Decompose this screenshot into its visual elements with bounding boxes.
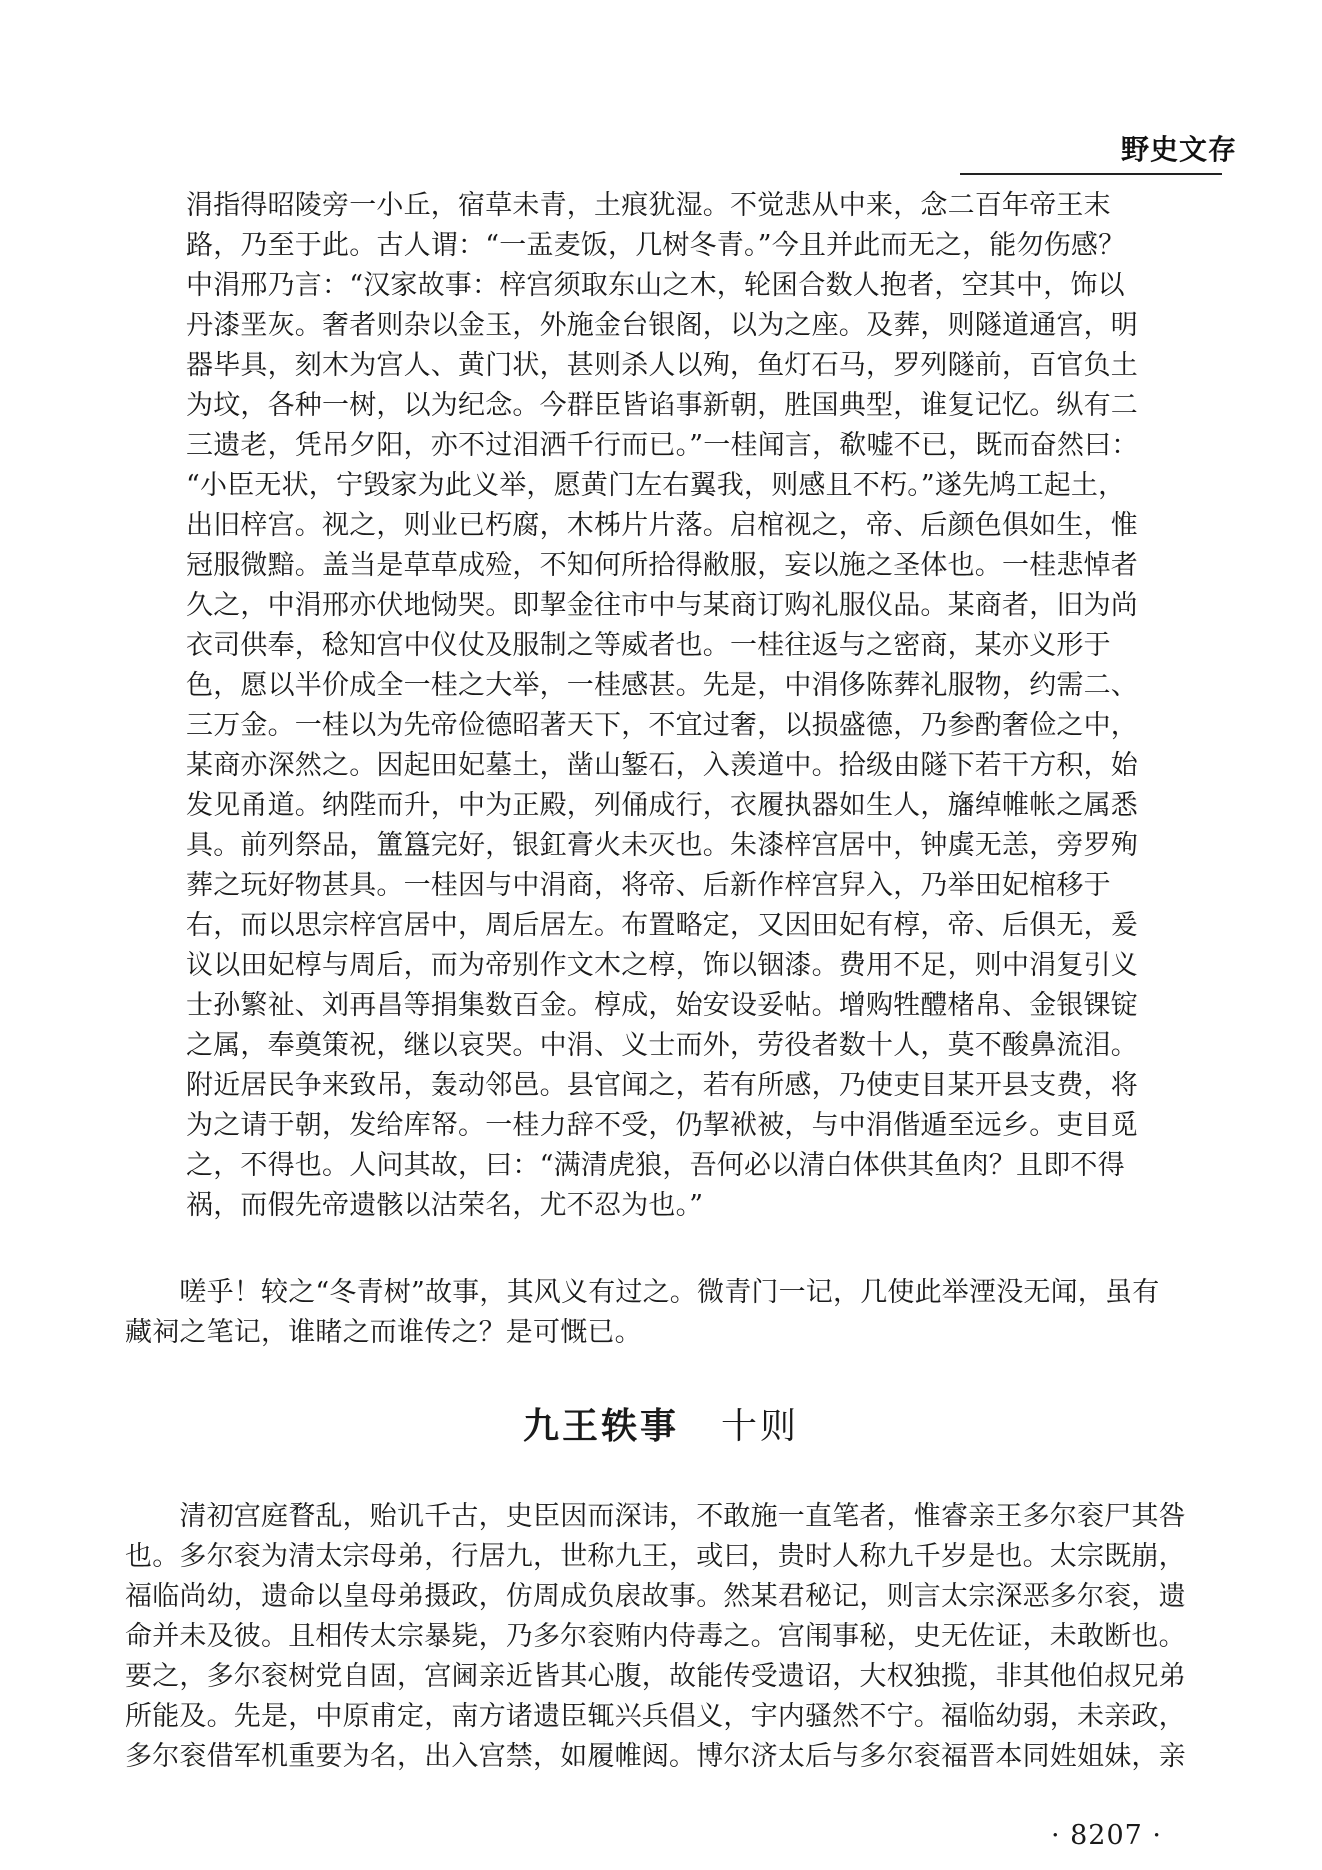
text-line: “小臣无状，宁毁家为此义举，愿黄门左右翼我，则感且不朽。”遂先鸠工起土， [186,470,1126,501]
header-rule [960,173,1222,175]
text-line: 色，愿以半价成全一桂之大举，一桂感甚。先是，中涓侈陈葬礼服物，约需二、 [186,670,1138,701]
text-line: 三万金。一桂以为先帝俭德昭著天下，不宜过奢，以损盛德，乃参酌奢俭之中， [186,710,1138,741]
text-line: 三遗老，凭吊夕阳，亦不过泪洒千行而已。”一桂闻言，欷嘘不已，既而奋然曰： [186,430,1139,461]
text-line: 路，乃至于此。古人谓：“一盂麦饭，几树冬青。”今且并此而无之，能勿伤感？ [186,230,1126,261]
text-line: 之属，奉奠策祝，继以哀哭。中涓、义士而外，劳役者数十人，莫不酸鼻流泪。 [186,1030,1138,1061]
text-line: 多尔衮借军机重要为名，出入宫禁，如履帷闼。博尔济太后与多尔衮福晋本同姓姐妹，亲 [125,1741,1186,1772]
text-line: 具。前列祭品，簠簋完好，银釭膏火未灭也。朱漆梓宫居中，钟虡无恙，旁罗殉 [186,830,1138,861]
text-line: 议以田妃椁与周后，而为帝别作文木之椁，饰以铟漆。费用不足，则中涓复引义 [186,950,1138,981]
text-line: 为坟，各种一树，以为纪念。今群臣皆谄事新朝，胜国典型，谁复记忆。纵有二 [186,390,1138,421]
text-line: 附近居民争来致吊，轰动邻邑。县官闻之，若有所感，乃使吏目某开县支费，将 [186,1070,1138,1101]
section-body [125,1497,1200,1777]
text-line: 中涓邢乃言：“汉家故事：梓宫须取东山之木，轮囷合数人抱者，空其中，饰以 [186,270,1125,301]
text-line: 之，不得也。人问其故，曰：“满清虎狼，吾何必以清白体供其鱼肉？且即不得 [186,1150,1125,1181]
text-line: 也。多尔衮为清太宗母弟，行居九，世称九王，或曰，贵时人称九千岁是也。太宗既崩， [125,1541,1186,1572]
text-line: 福临尚幼，遗命以皇母弟摄政，仿周成负扆故事。然某君秘记，则言太宗深恶多尔衮，遗 [125,1581,1186,1612]
text-line: 冠服微黯。盖当是草草成殓，不知何所拾得敝服，妄以施之圣体也。一桂悲悼者 [186,550,1138,581]
text-line: 嗟乎！较之“冬青树”故事，其风义有过之。微青门一记，几使此举湮没无闻，虽有 [125,1277,1160,1308]
section-heading [0,1398,1322,1449]
section-subtitle: 十则 [721,1406,800,1447]
text-line: 右，而以思宗梓宫居中，周后居左。布置略定，又因田妃有椁，帝、后俱无，爰 [186,910,1138,941]
text-line: 葬之玩好物甚具。一桂因与中涓商，将帝、后新作梓宫舁入，乃举田妃棺移于 [186,870,1111,901]
text-line: 衣司供奉，稔知宫中仪仗及服制之等威者也。一桂往返与之密商，某亦义形于 [186,630,1111,661]
text-line: 命并未及彼。且相传太宗暴毙，乃多尔衮贿内侍毒之。宫闱事秘，史无佐证，未敢断也。 [125,1621,1186,1652]
running-header: 野史文存 [1120,133,1237,166]
text-line: 久之，中涓邢亦伏地恸哭。即挈金往市中与某商订购礼服仪品。某商者，旧为尚 [186,590,1138,621]
text-line: 器毕具，刻木为宫人、黄门状，甚则杀人以殉，鱼灯石马，罗列隧前，百官负土 [186,350,1138,381]
text-line: 涓指得昭陵旁一小丘，宿草未青，土痕犹湿。不觉悲从中来，念二百年帝王末 [186,190,1111,221]
text-line: 丹漆垩灰。奢者则杂以金玉，外施金台银阁，以为之座。及葬，则隧道通宫，明 [186,310,1138,341]
text-line: 要之，多尔衮树党自固，宫阃亲近皆其心腹，故能传受遗诏，大权独揽，非其他伯叔兄弟 [125,1661,1186,1692]
text-line: 所能及。先是，中原甫定，南方诸遗臣辄兴兵倡义，宇内骚然不宁。福临幼弱，未亲政， [125,1701,1186,1732]
text-line: 清初宫庭瞀乱，贻讥千古，史臣因而深讳，不敢施一直笔者，惟睿亲王多尔衮尸其咎 [125,1501,1186,1532]
text-line: 某商亦深然之。因起田妃墓土，凿山錾石，入羡道中。拾级由隧下若干方积，始 [186,750,1138,781]
commentary-paragraph [125,1273,1200,1353]
text-line: 祸，而假先帝遗骸以沽荣名，尤不忍为也。” [186,1190,704,1221]
text-line: 出旧梓宫。视之，则业已朽腐，木柹片片落。启棺视之，帝、后颜色俱如生，惟 [186,510,1138,541]
text-line: 士孙繁祉、刘再昌等捐集数百金。椁成，始安设妥帖。增购牲醴楮帛、金银锞锭 [186,990,1138,1021]
indented-quotation [186,186,1166,1226]
text-line: 发见甬道。纳陛而升，中为正殿，列俑成行，衣履执器如生人，旛绰帷帐之属悉 [186,790,1138,821]
text-line: 藏祠之笔记，谁睹之而谁传之？是可慨已。 [125,1317,642,1348]
section-title: 九王轶事 [522,1406,679,1447]
page-number: · 8207 · [1050,1820,1162,1851]
text-line: 为之请于朝，发给库帑。一桂力辞不受，仍挈袱被，与中涓偕遁至远乡。吏目觅 [186,1110,1138,1141]
